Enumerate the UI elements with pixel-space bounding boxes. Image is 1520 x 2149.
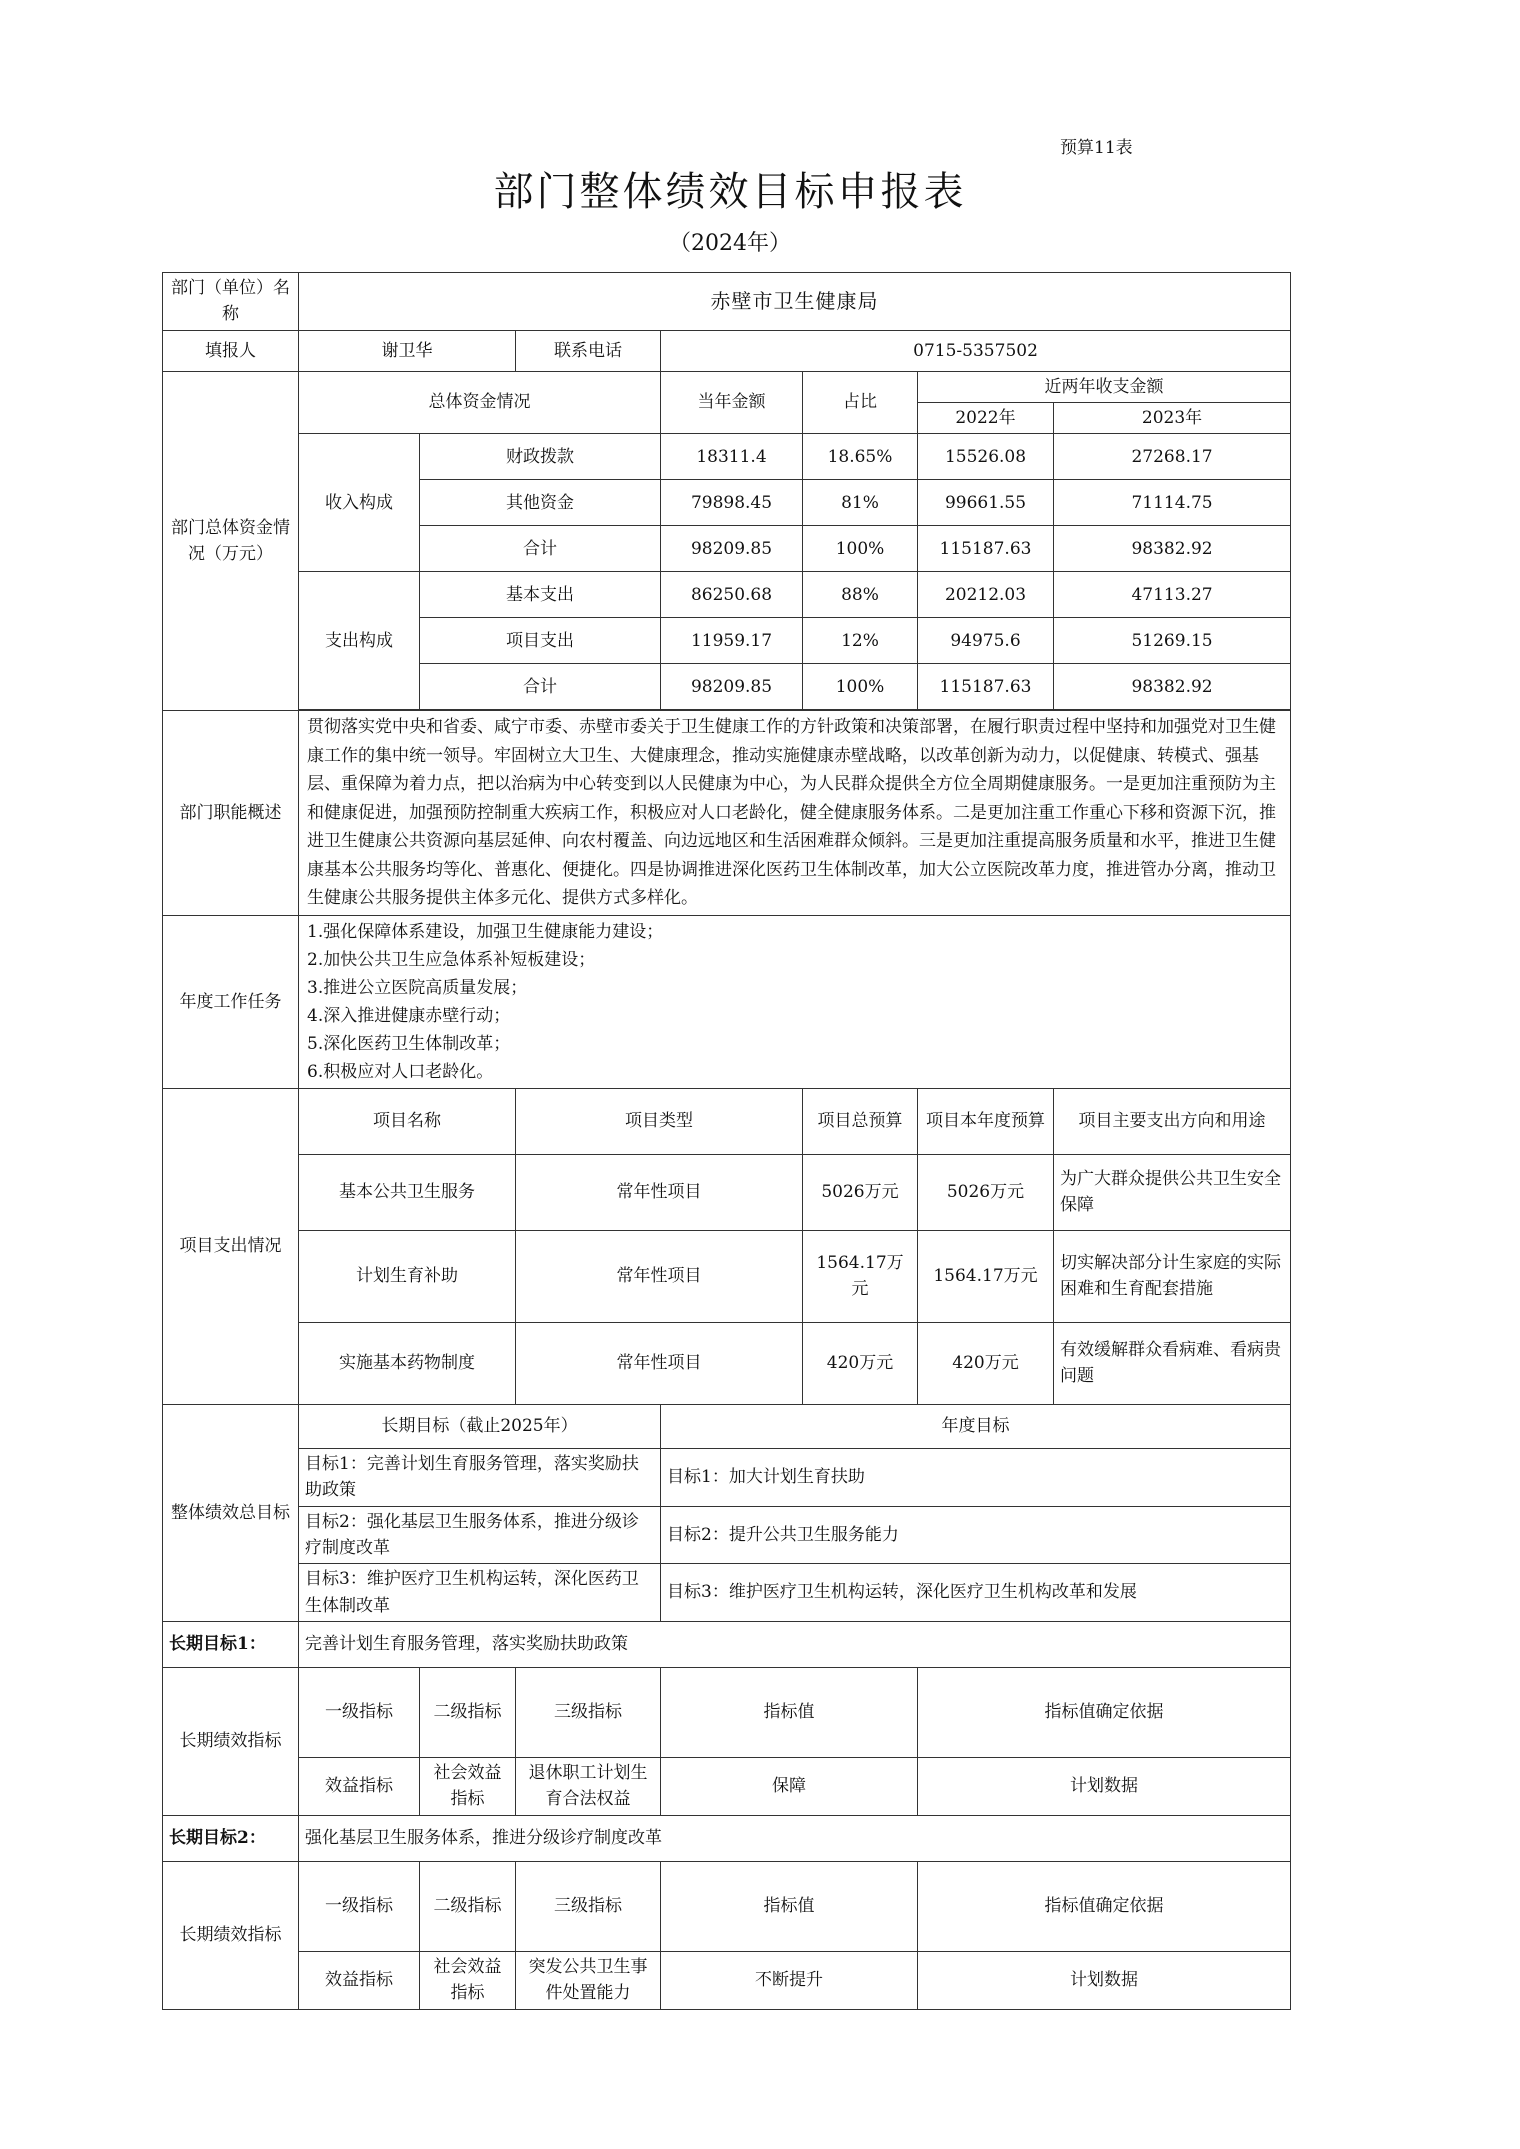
annual-goal: 目标1：加大计划生育扶助 (661, 1448, 1291, 1506)
income-2022: 99661.55 (918, 480, 1054, 526)
long-goal-2-label: 长期目标2： (163, 1815, 299, 1861)
long-goal-2-text: 强化基层卫生服务体系，推进分级诊疗制度改革 (299, 1815, 1291, 1861)
list-item: 4.深入推进健康赤壁行动； (307, 1005, 511, 1026)
table-row (163, 1951, 1291, 2009)
indicator-level1: 效益指标 (299, 1951, 420, 2009)
table-row (163, 1564, 1291, 1622)
income-2023: 27268.17 (1054, 434, 1291, 480)
indicator-value: 不断提升 (661, 1951, 918, 2009)
value-header: 指标值 (661, 1861, 918, 1951)
project-total: 420万元 (803, 1322, 918, 1404)
long-goal-2-row (163, 1815, 1291, 1861)
indicator-label: 长期绩效指标 (163, 1861, 299, 2009)
basis-header: 指标值确定依据 (918, 1861, 1291, 1951)
project-usage: 切实解决部分计生家庭的实际困难和生育配套措施 (1054, 1230, 1291, 1322)
project-type: 常年性项目 (516, 1322, 803, 1404)
level2-header: 二级指标 (420, 1861, 516, 1951)
income-2022: 115187.63 (918, 526, 1054, 572)
funds-section-label: 部门总体资金情况（万元） (163, 371, 299, 711)
project-name: 计划生育补助 (299, 1230, 516, 1322)
value-header: 指标值 (661, 1667, 918, 1757)
annual-goal-header: 年度目标 (661, 1404, 1291, 1448)
expense-name: 基本支出 (420, 572, 661, 618)
filler-value: 谢卫华 (299, 330, 516, 371)
table-row (163, 572, 1291, 618)
projects-header-row (163, 1088, 1291, 1154)
expense-2023: 98382.92 (1054, 664, 1291, 710)
project-name: 实施基本药物制度 (299, 1322, 516, 1404)
expense-2022: 20212.03 (918, 572, 1054, 618)
long-goal-1-label: 长期目标1： (163, 1621, 299, 1667)
indicator-basis: 计划数据 (918, 1951, 1291, 2009)
functions-label: 部门职能概述 (163, 711, 299, 916)
indicator-level1: 效益指标 (299, 1757, 420, 1815)
tasks-label: 年度工作任务 (163, 915, 299, 1088)
level1-header: 一级指标 (299, 1667, 420, 1757)
functions-text: 贯彻落实党中央和省委、咸宁市委、赤壁市委关于卫生健康工作的方针政策和决策部署，在履行职责过程中坚持和加强党对卫生健康工作的集中统一领导。牢固树立大卫生、大健康理念，推动实施健康赤壁战略，以改革创新为动力，以促健康、转模式、强基层、重保障为着力点，把以治病为中心转变到以人民健康为中心，为人民群众提供全方位全周期健康服务。一是更加注重预防为主和健康促进，加强预防控制重大疾病工作，积极应对人口老龄化，健全健康服务体系。二是更加注重工作重心下移和资源下沉，推进卫生健康公共资源向基层延伸、向农村覆盖、向边远地区和生活困难群众倾斜。三是更加注重提高服务质量和水平，推进卫生健康基本公共服务均等化、普惠化、便捷化。四是协调推进深化医药卫生体制改革，加大公立医院改革力度，推进管办分离，推动卫生健康公共服务提供主体多元化、提供方式多样化。 (299, 711, 1291, 916)
long-goal: 目标3：维护医疗卫生机构运转，深化医药卫生体制改革 (299, 1564, 661, 1622)
project-annual-header: 项目本年度预算 (918, 1088, 1054, 1154)
table-row (163, 1322, 1291, 1404)
projects-label: 项目支出情况 (163, 1088, 299, 1404)
list-item: 5.深化医药卫生体制改革； (307, 1033, 511, 1054)
income-name: 其他资金 (420, 480, 661, 526)
expense-name: 合计 (420, 664, 661, 710)
goals-label: 整体绩效总目标 (163, 1404, 299, 1621)
recent-years-label: 近两年收支金额 (918, 371, 1291, 402)
long-goal-1-text: 完善计划生育服务管理，落实奖励扶助政策 (299, 1621, 1291, 1667)
table-row (163, 1757, 1291, 1815)
goals-header-row (163, 1404, 1291, 1448)
income-current: 98209.85 (661, 526, 803, 572)
list-item: 3.推进公立医院高质量发展； (307, 977, 528, 998)
level3-header: 三级指标 (516, 1667, 661, 1757)
income-label: 收入构成 (299, 434, 420, 572)
level1-header: 一级指标 (299, 1861, 420, 1951)
form-year: （2024年） (669, 231, 791, 256)
income-name: 合计 (420, 526, 661, 572)
form-number: 预算11表 (1060, 138, 1133, 158)
expense-2022: 115187.63 (918, 664, 1054, 710)
income-ratio: 100% (803, 526, 918, 572)
income-2023: 71114.75 (1054, 480, 1291, 526)
indicator-level2: 社会效益指标 (420, 1757, 516, 1815)
long-goal: 目标2：强化基层卫生服务体系，推进分级诊疗制度改革 (299, 1506, 661, 1564)
project-usage: 为广大群众提供公共卫生安全保障 (1054, 1154, 1291, 1230)
level2-header: 二级指标 (420, 1667, 516, 1757)
indicator-level3: 突发公共卫生事件处置能力 (516, 1951, 661, 2009)
expense-ratio: 88% (803, 572, 918, 618)
project-type-header: 项目类型 (516, 1088, 803, 1154)
table-row (163, 1154, 1291, 1230)
project-total: 1564.17万元 (803, 1230, 918, 1322)
indicator-level3: 退休职工计划生育合法权益 (516, 1757, 661, 1815)
dept-row (163, 273, 1291, 331)
indicator-label: 长期绩效指标 (163, 1667, 299, 1815)
expense-name: 项目支出 (420, 618, 661, 664)
functions-row (163, 711, 1291, 916)
indicator-basis: 计划数据 (918, 1757, 1291, 1815)
tasks-row (163, 915, 1291, 1088)
year-2023-label: 2023年 (1054, 403, 1291, 434)
basis-header: 指标值确定依据 (918, 1667, 1291, 1757)
annual-goal: 目标3：维护医疗卫生机构运转，深化医疗卫生机构改革和发展 (661, 1564, 1291, 1622)
expense-2022: 94975.6 (918, 618, 1054, 664)
expense-2023: 47113.27 (1054, 572, 1291, 618)
expense-ratio: 12% (803, 618, 918, 664)
income-2023: 98382.92 (1054, 526, 1291, 572)
long-goal-header: 长期目标（截止2025年） (299, 1404, 661, 1448)
project-total-header: 项目总预算 (803, 1088, 918, 1154)
income-ratio: 18.65% (803, 434, 918, 480)
filler-label: 填报人 (163, 330, 299, 371)
indicator-header-row (163, 1861, 1291, 1951)
dept-label: 部门（单位）名称 (163, 273, 299, 331)
dept-value: 赤壁市卫生健康局 (299, 273, 1291, 331)
annual-goal: 目标2：提升公共卫生服务能力 (661, 1506, 1291, 1564)
filler-row (163, 330, 1291, 371)
expense-current: 86250.68 (661, 572, 803, 618)
performance-form (162, 272, 1291, 2010)
tasks-list (299, 915, 1291, 1088)
long-goal: 目标1：完善计划生育服务管理，落实奖励扶助政策 (299, 1448, 661, 1506)
table-row (163, 434, 1291, 480)
year-2022-label: 2022年 (918, 403, 1054, 434)
level3-header: 三级指标 (516, 1861, 661, 1951)
project-name-header: 项目名称 (299, 1088, 516, 1154)
project-total: 5026万元 (803, 1154, 918, 1230)
project-annual: 1564.17万元 (918, 1230, 1054, 1322)
expense-label: 支出构成 (299, 572, 420, 710)
project-usage-header: 项目主要支出方向和用途 (1054, 1088, 1291, 1154)
project-type: 常年性项目 (516, 1230, 803, 1322)
income-ratio: 81% (803, 480, 918, 526)
project-annual: 420万元 (918, 1322, 1054, 1404)
indicator-header-row (163, 1667, 1291, 1757)
phone-label: 联系电话 (516, 330, 661, 371)
expense-current: 11959.17 (661, 618, 803, 664)
phone-value: 0715-5357502 (661, 330, 1291, 371)
page-title: 部门整体绩效目标申报表 (493, 169, 967, 215)
income-current: 79898.45 (661, 480, 803, 526)
income-current: 18311.4 (661, 434, 803, 480)
indicator-value: 保障 (661, 1757, 918, 1815)
income-2022: 15526.08 (918, 434, 1054, 480)
indicator-level2: 社会效益指标 (420, 1951, 516, 2009)
table-row (163, 1448, 1291, 1506)
funds-header-row (163, 371, 1291, 402)
ratio-label: 占比 (803, 371, 918, 434)
income-name: 财政拨款 (420, 434, 661, 480)
overall-funds-label: 总体资金情况 (299, 371, 661, 434)
table-row (163, 1506, 1291, 1564)
project-name: 基本公共卫生服务 (299, 1154, 516, 1230)
expense-ratio: 100% (803, 664, 918, 710)
expense-current: 98209.85 (661, 664, 803, 710)
expense-2023: 51269.15 (1054, 618, 1291, 664)
current-amount-label: 当年金额 (661, 371, 803, 434)
list-item: 6.积极应对人口老龄化。 (307, 1061, 494, 1082)
project-type: 常年性项目 (516, 1154, 803, 1230)
table-row (163, 1230, 1291, 1322)
list-item: 1.强化保障体系建设，加强卫生健康能力建设； (307, 921, 664, 942)
list-item: 2.加快公共卫生应急体系补短板建设； (307, 949, 596, 970)
long-goal-1-row (163, 1621, 1291, 1667)
project-usage: 有效缓解群众看病难、看病贵问题 (1054, 1322, 1291, 1404)
project-annual: 5026万元 (918, 1154, 1054, 1230)
